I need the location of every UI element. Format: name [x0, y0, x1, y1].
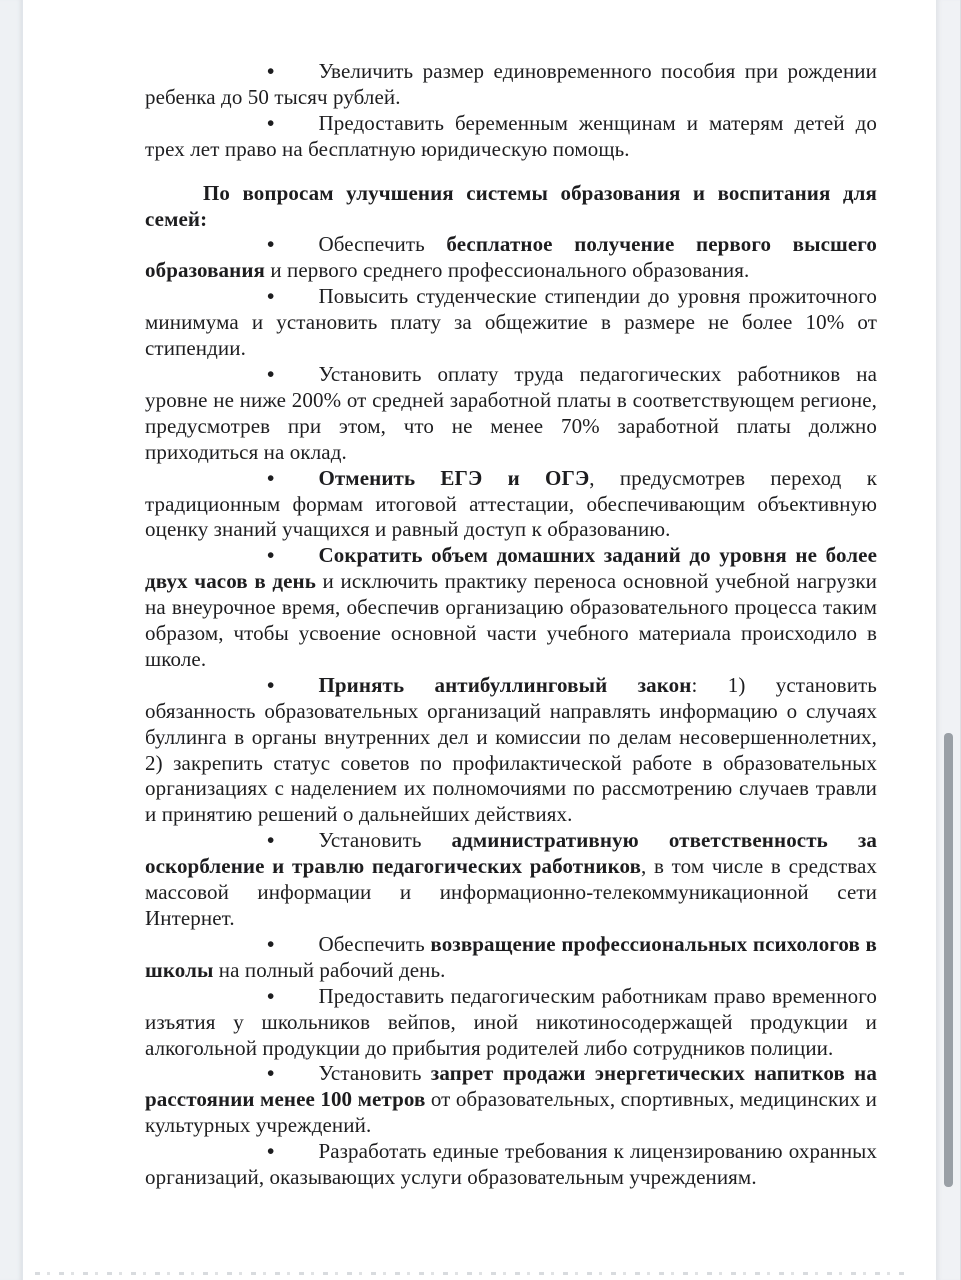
scrollbar-track[interactable]: [936, 0, 961, 1280]
document-paragraph: [145, 673, 877, 828]
text-segment: Обеспечить: [318, 931, 431, 956]
text-segment: и первого среднего профессионального образования.: [264, 258, 750, 283]
left-gutter: [0, 0, 23, 1280]
document-paragraph: [145, 984, 877, 1062]
text-segment: от образовательных, спортивных, медицинских и культурных учреждений.: [145, 1087, 877, 1138]
text-segment: По вопросам улучшения системы образования и воспитания для семей:: [145, 180, 877, 231]
document-paragraph: [145, 111, 877, 163]
document-paragraph: [145, 1139, 877, 1191]
document-paragraph: [145, 59, 877, 111]
scrollbar-thumb[interactable]: [944, 733, 953, 1187]
section-heading: [145, 181, 877, 233]
text-segment: Повысить студенческие стипендии до уровня прожиточного минимума и установить плату за общежитие в размере не более 10% от стипендии.: [145, 284, 877, 361]
bullet-icon: •: [267, 59, 275, 83]
document-paragraph: [145, 362, 877, 466]
text-segment: , в том числе в средствах массовой информации и информационно-телекоммуникационной сети Интернет.: [145, 854, 877, 930]
bullet-icon: •: [267, 232, 275, 257]
bullet-icon: •: [267, 110, 275, 135]
text-segment: бесплатное получение первого высшего образования: [145, 232, 877, 283]
text-segment: Отменить ЕГЭ и ОГЭ: [318, 465, 590, 490]
text-segment: административную ответственность за оскорбление и травлю педагогических работников: [145, 828, 877, 879]
page-edge-artifact: [35, 1272, 905, 1275]
text-segment: Принять антибуллинговый закон: [318, 672, 692, 697]
bullet-icon: •: [267, 828, 275, 853]
text-segment: Разработать единые требования к лицензированию охранных организаций, оказывающих услуги образовательным учреждениям.: [145, 1139, 877, 1190]
text-segment: Установить: [318, 1061, 431, 1086]
text-segment: Сократить объем домашних заданий до уровня не более двух часов в день: [145, 543, 877, 594]
bullet-icon: •: [267, 361, 275, 386]
bullet-icon: •: [267, 465, 275, 490]
text-segment: Увеличить размер единовременного пособия при рождении ребенка до 50 тысяч рублей.: [145, 59, 877, 109]
bullet-icon: •: [267, 543, 275, 568]
text-segment: и исключить практику переноса основной учебной нагрузки на внеурочное время, обеспечив организацию образовательного процесса таким образом, чтобы усвоение основной части учебного материала происходило в школе.: [145, 569, 877, 671]
text-segment: на полный рабочий день.: [213, 957, 446, 982]
text-segment: запрет продажи энергетических напитков на расстоянии менее 100 метров: [145, 1061, 877, 1112]
document-paragraph: [145, 1061, 877, 1139]
text-segment: возвращение профессиональных психологов в школы: [145, 931, 877, 982]
document-paragraph: [145, 466, 877, 544]
document-paragraph: [145, 828, 877, 932]
text-segment: : 1) установить обязанность образовательных организаций направлять информацию о случаях буллинга в органы внутренних дел и комиссии по делам несовершеннолетних, 2) закрепить статус советов по профилактической работе в образовательных организациях с наделением их полномочиями по рассмотрению случаев травли и принятию решений о дальнейших действиях.: [145, 672, 877, 827]
text-segment: , предусмотрев переход к традиционным формам итоговой аттестации, обеспечивающим объективную оценку знаний учащихся и равный доступ к образованию.: [145, 465, 877, 542]
text-segment: Установить оплату труда педагогических работников на уровне не ниже 200% от средней заработной платы в соответствующем регионе, предусмотрев при этом, что не менее 70% заработной платы должно приходиться на оклад.: [145, 361, 877, 464]
document-paragraph: [145, 232, 877, 284]
document-content: [145, 0, 877, 1191]
text-segment: Установить: [318, 828, 452, 853]
bullet-icon: •: [267, 1139, 275, 1164]
document-paragraph: [145, 543, 877, 673]
bullet-icon: •: [267, 931, 275, 956]
document-paragraph: [145, 932, 877, 984]
text-segment: Предоставить педагогическим работникам право временного изъятия у школьников вейпов, иной никотиносодержащей продукции и алкогольной продукции до прибытия родителей либо сотрудников полиции.: [145, 983, 877, 1060]
bullet-icon: •: [267, 284, 275, 309]
document-paragraph: [145, 284, 877, 362]
bullet-icon: •: [267, 672, 275, 697]
text-segment: Предоставить беременным женщинам и матерям детей до трех лет право на бесплатную юридическую помощь.: [145, 110, 877, 161]
text-segment: Обеспечить: [318, 232, 447, 257]
bullet-icon: •: [267, 983, 275, 1008]
bullet-icon: •: [267, 1061, 275, 1086]
